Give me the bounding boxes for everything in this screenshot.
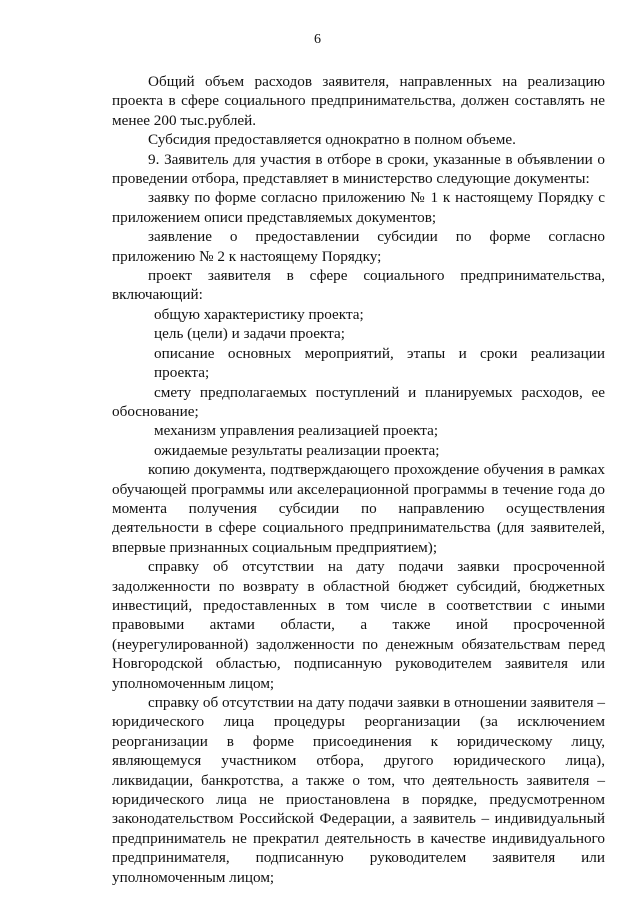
- paragraph-item-9: 9. Заявитель для участия в отборе в сроки, указанные в объявлении о проведении отбора, представляет в министерство следующие документы:: [112, 150, 605, 188]
- page-number: 6: [314, 32, 321, 47]
- paragraph-reorganization-certificate: справку об отсутствии на дату подачи заявки в отношении заявителя – юридического лица процедуры реорганизации (за исключением реорганизации в форме присоединения к юридическому лицу, являющемуся участником отбора, другого юридического лица), ликвидации, банкротства, а также о том, что деятельность заявителя – юридического лица не приостановлена в порядке, предусмотренном законодательством Российской Федерации, а заявитель – индивидуальный предприниматель не прекратил деятельность в качестве индивидуального предпринимателя, подписанную руководителем заявителя или уполномоченным лицом;: [112, 694, 605, 886]
- list-item-goals: цель (цели) и задачи проекта;: [154, 325, 345, 343]
- list-item-activities: описание основных мероприятий, этапы и сроки реализации проекта;: [154, 344, 605, 382]
- list-item-management: механизм управления реализацией проекта;: [154, 422, 439, 440]
- list-item-general-description: общую характеристику проекта;: [154, 305, 364, 323]
- paragraph-subsidy-statement: заявление о предоставлении субсидии по форме согласно приложению № 2 к настоящему Порядку;: [112, 228, 605, 265]
- paragraph-project: проект заявителя в сфере социального предпринимательства, включающий:: [112, 267, 605, 304]
- document-body: [112, 72, 605, 887]
- paragraph-subsidy-once: Субсидия предоставляется однократно в полном объеме.: [148, 131, 516, 149]
- paragraph-debt-certificate: справку об отсутствии на дату подачи заявки просроченной задолженности по возврату в областной бюджет субсидий, бюджетных инвестиций, предоставленных в том числе в соответствии с иными правовыми актами области, а также иной просроченной (неурегулированной) задолженности по денежным обязательствам перед Новгородской областью, подписанную руководителем заявителя или уполномоченным лицом;: [112, 558, 605, 692]
- paragraph-expenses: Общий объем расходов заявителя, направленных на реализацию проекта в сфере социального предпринимательства, должен составлять не менее 200 тыс.рублей.: [112, 73, 605, 129]
- list-item-budget: смету предполагаемых поступлений и планируемых расходов, ее обоснование;: [112, 383, 605, 420]
- paragraph-training-document: копию документа, подтверждающего прохождение обучения в рамках обучающей программы или акселерационной программы в течение года до момента получения субсидии по направлению осуществления деятельности в сфере социального предпринимательства (для заявителей, впервые признанных социальным предприятием);: [112, 461, 605, 556]
- list-item-results: ожидаемые результаты реализации проекта;: [154, 441, 440, 459]
- paragraph-application-form: заявку по форме согласно приложению № 1 к настоящему Порядку с приложением описи представляемых документов;: [112, 189, 605, 226]
